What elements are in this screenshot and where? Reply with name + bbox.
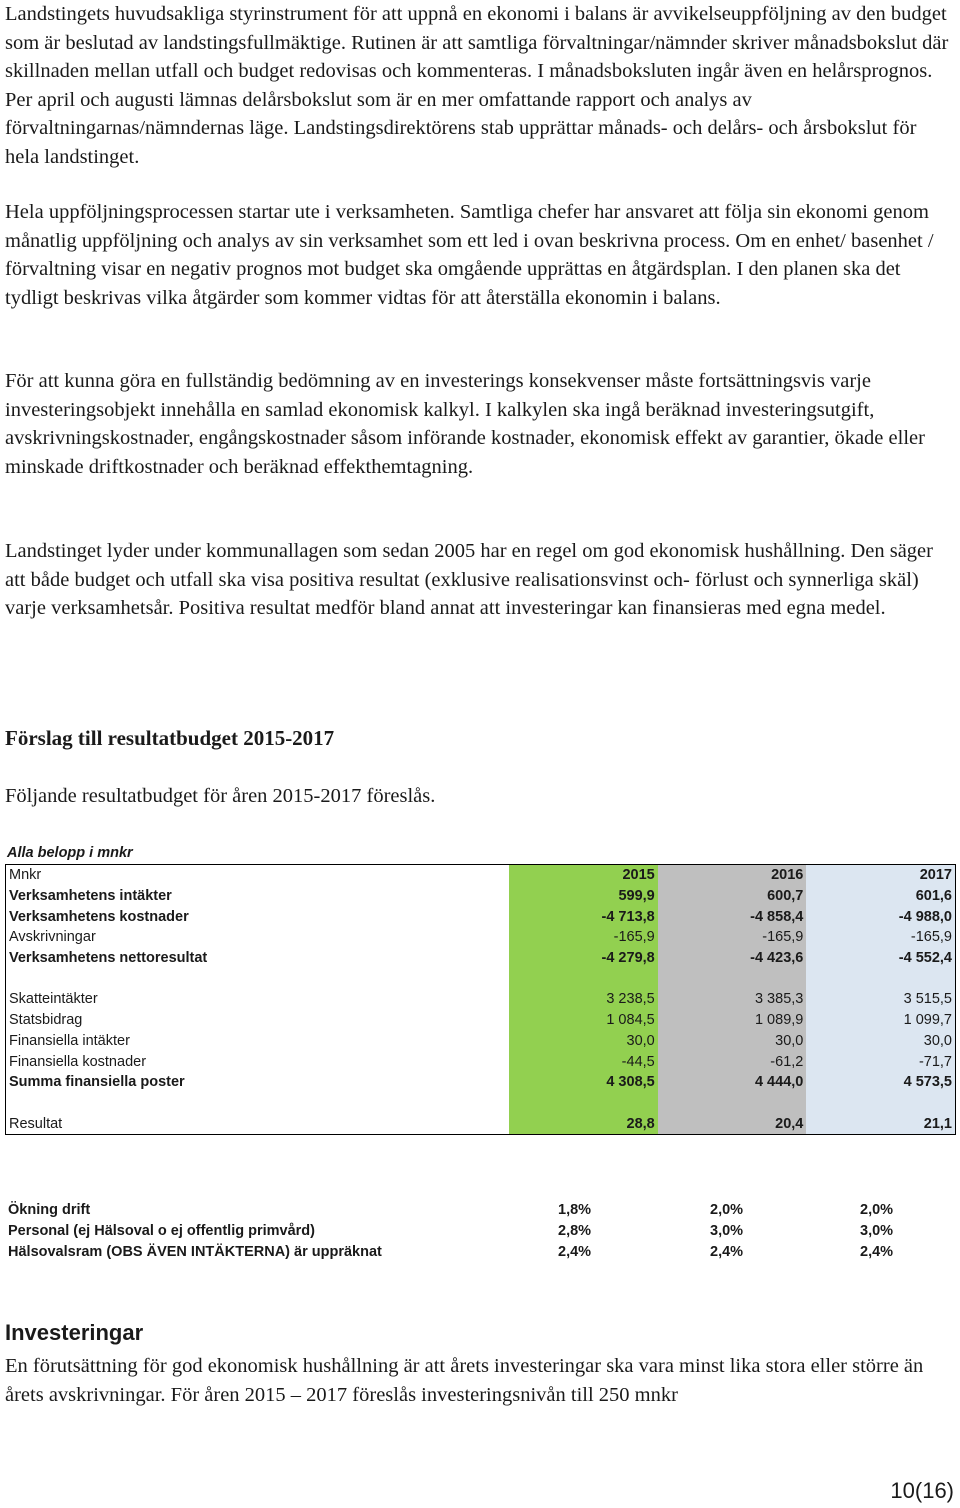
- cell-2016: 30,0: [658, 1031, 807, 1052]
- rate-row: [5, 1221, 956, 1242]
- cell-2015: 1 084,5: [509, 1010, 658, 1031]
- cell-2017: 3 515,5: [806, 989, 955, 1010]
- spacer-cell: [6, 968, 510, 989]
- table-row: [6, 886, 956, 907]
- rate-row: [5, 1200, 956, 1221]
- budget-table: [5, 864, 956, 1135]
- table-spacer-row: [6, 968, 956, 989]
- spacer-cell: [658, 968, 807, 989]
- row-label: Resultat: [9, 1115, 63, 1132]
- table-row: [6, 1010, 956, 1031]
- cell-2015: 28,8: [509, 1113, 658, 1134]
- table-row: [6, 927, 956, 948]
- page-number: 10(16): [890, 1478, 954, 1503]
- row-label: Verksamhetens intäkter: [9, 888, 172, 905]
- budget-intro: Följande resultatbudget för åren 2015-2017 föreslås.: [5, 785, 436, 807]
- paragraph-investment-calc: För att kunna göra en fullständig bedömning av en investerings konsekvenser måste fortsättningsvis varje investeringsobjekt innehålla en samlad ekonomisk kalkyl. I kalkylen ska ingå beräknad investeringsutgift, avskrivningskostnader, engångskostnader såsom införande kostnader, ekonomisk effekt av garantier, ökade eller minskade driftkostnader och beräknad effekthemtagning.: [5, 370, 925, 478]
- cell-2016: 3 385,3: [658, 989, 807, 1010]
- cell-2015: 30,0: [509, 1031, 658, 1052]
- cell-2017: -4 552,4: [806, 948, 955, 969]
- spacer-cell: [6, 1093, 510, 1114]
- row-label: Finansiella intäkter: [9, 1032, 130, 1049]
- cell-2015: -4 279,8: [509, 948, 658, 969]
- cell-2016: -4 858,4: [658, 906, 807, 927]
- rate-2016: 2,4%: [710, 1244, 744, 1260]
- table-row: [6, 989, 956, 1010]
- header-2015: 2015: [509, 865, 658, 886]
- paragraph-followup: Landstingets huvudsakliga styrinstrument för att uppnå en ekonomi i balans är avvikelseuppföljning av den budget som är beslutad av landstingsfullmäktige. Rutinen är att samtliga förvaltningar/nämnder skriver månadsbokslut där skillnaden mellan utfall och budget redovisas och kommenteras. I månadsboksluten ingår även en helårsprognos. Per april och augusti lämnas delårsbokslut som är en mer omfattande rapport och analys av förvaltningarnas/nämndernas läge. Landstingsdirektörens stab upprättar månads- och delårs- och årsbokslut för hela landstinget.: [5, 3, 949, 168]
- rate-2015: 2,4%: [558, 1244, 592, 1260]
- cell-2016: 20,4: [658, 1113, 807, 1134]
- table-row: [6, 1031, 956, 1052]
- cell-2016: 600,7: [658, 886, 807, 907]
- cell-2017: 30,0: [806, 1031, 955, 1052]
- cell-2017: 601,6: [806, 886, 955, 907]
- paragraph-process: Hela uppföljningsprocessen startar ute i verksamheten. Samtliga chefer har ansvaret att följa sin ekonomi genom månatlig uppföljning och analys av sin verksamhet som ett led i ovan beskrivna process. Om en enhet/ basenhet / förvaltning visar en negativ prognos mot budget ska omgående upprättas en åtgärdsplan. I den planen ska det tydligt beskrivas vilka åtgärder som kommer vidtas för att återställa ekonomin i balans.: [5, 201, 934, 309]
- sheet-caption: Alla belopp i mnkr: [7, 845, 133, 861]
- row-label: Statsbidrag: [9, 1012, 83, 1029]
- growth-rates: [5, 1200, 956, 1263]
- cell-2017: -165,9: [806, 927, 955, 948]
- header-2017: 2017: [806, 865, 955, 886]
- rate-2017: 2,0%: [860, 1202, 894, 1218]
- table-row: [6, 1051, 956, 1072]
- paragraph-municipal-law: Landstinget lyder under kommunallagen som sedan 2005 har en regel om god ekonomisk hushållning. Den säger att både budget och utfall ska visa positiva resultat (exklusive realisationsvinst och- förlust och synnerliga skäl) varje verksamhetsår. Positiva resultat medför bland annat att investeringar kan finansieras med egna medel.: [5, 540, 933, 619]
- cell-2017: -71,7: [806, 1051, 955, 1072]
- cell-2015: 4 308,5: [509, 1072, 658, 1093]
- cell-2015: 3 238,5: [509, 989, 658, 1010]
- invest-section-heading: Investeringar: [5, 1320, 144, 1345]
- table-header-row: [6, 865, 956, 886]
- rate-2016: 3,0%: [710, 1223, 744, 1239]
- cell-2016: 1 089,9: [658, 1010, 807, 1031]
- cell-2015: 599,9: [509, 886, 658, 907]
- rate-2017: 2,4%: [860, 1244, 894, 1260]
- rate-label: Personal (ej Hälsoval o ej offentlig primvård): [8, 1223, 315, 1239]
- spacer-cell: [806, 1093, 955, 1114]
- table-spacer-row: [6, 1093, 956, 1114]
- cell-2015: -165,9: [509, 927, 658, 948]
- cell-2017: 21,1: [806, 1113, 955, 1134]
- row-label: Verksamhetens nettoresultat: [9, 950, 208, 967]
- cell-2016: -165,9: [658, 927, 807, 948]
- budget-sheet: [5, 842, 956, 1135]
- rate-2016: 2,0%: [710, 1202, 744, 1218]
- budget-section-heading: Förslag till resultatbudget 2015-2017: [5, 726, 335, 750]
- cell-2017: -4 988,0: [806, 906, 955, 927]
- spacer-cell: [509, 968, 658, 989]
- cell-2016: -4 423,6: [658, 948, 807, 969]
- cell-2017: 1 099,7: [806, 1010, 955, 1031]
- spacer-cell: [658, 1093, 807, 1114]
- cell-2016: -61,2: [658, 1051, 807, 1072]
- rate-label: Hälsovalsram (OBS ÄVEN INTÄKTERNA) är uppräknat: [8, 1244, 382, 1260]
- table-row: [6, 948, 956, 969]
- row-label: Finansiella kostnader: [9, 1053, 147, 1070]
- cell-2015: -44,5: [509, 1051, 658, 1072]
- spacer-cell: [509, 1093, 658, 1114]
- row-label: Avskrivningar: [9, 929, 96, 946]
- rate-label: Ökning drift: [8, 1202, 91, 1218]
- rate-2015: 2,8%: [558, 1223, 592, 1239]
- paragraph-investments: En förutsättning för god ekonomisk hushållning är att årets investeringar ska vara minst lika stora eller större än årets avskrivningar. För åren 2015 – 2017 föreslås investeringsnivån till 250 mnkr: [5, 1355, 924, 1406]
- rate-row: [5, 1242, 956, 1263]
- row-label: Verksamhetens kostnader: [9, 908, 189, 925]
- cell-2015: -4 713,8: [509, 906, 658, 927]
- cell-2017: 4 573,5: [806, 1072, 955, 1093]
- table-row: [6, 906, 956, 927]
- rate-2015: 1,8%: [558, 1202, 592, 1218]
- row-label: Summa finansiella poster: [9, 1074, 185, 1091]
- spacer-cell: [806, 968, 955, 989]
- row-label: Skatteintäkter: [9, 991, 98, 1008]
- header-label: Mnkr: [9, 867, 42, 884]
- table-row: [6, 1072, 956, 1093]
- table-row-result: [6, 1113, 956, 1134]
- rate-2017: 3,0%: [860, 1223, 894, 1239]
- cell-2016: 4 444,0: [658, 1072, 807, 1093]
- header-2016: 2016: [658, 865, 807, 886]
